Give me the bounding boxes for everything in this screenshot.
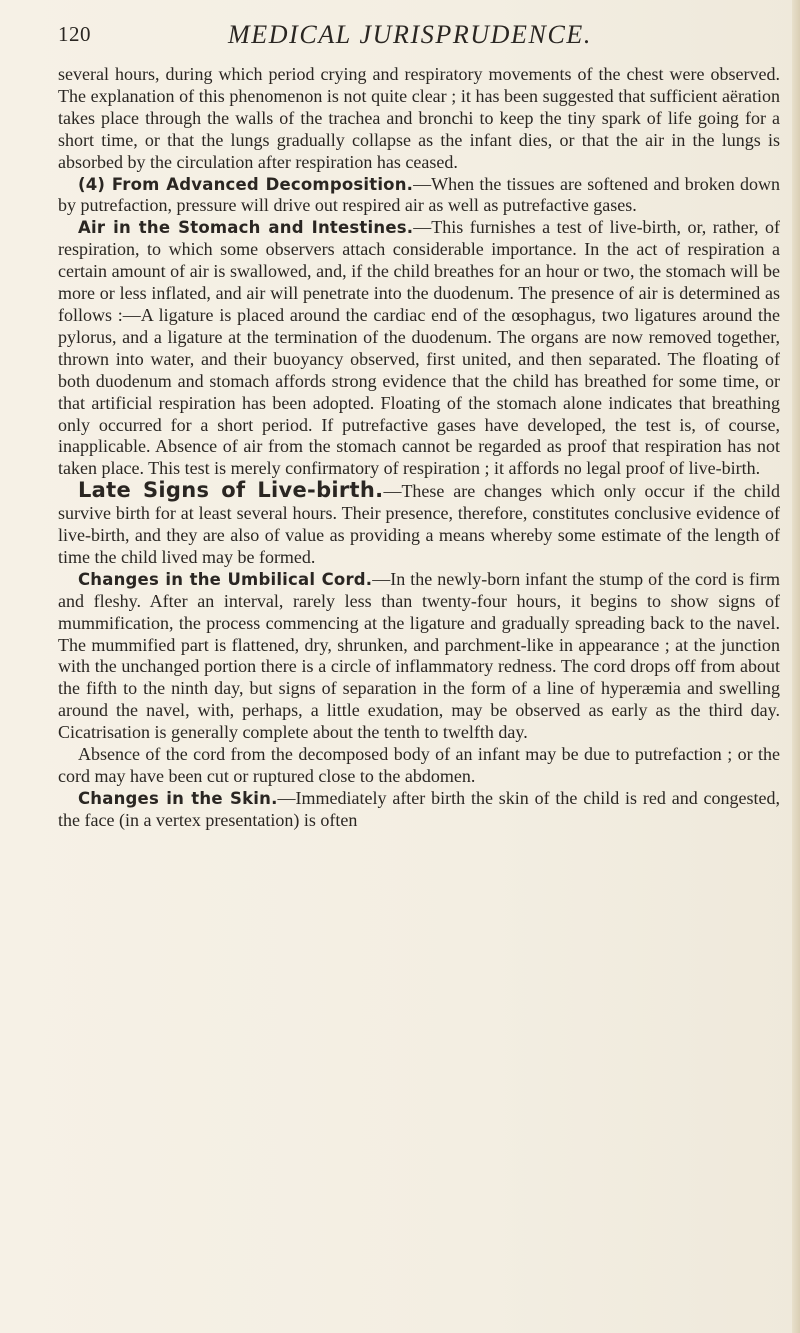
paragraph-text: —These are changes which only occur if the child survive birth for at least several hours. Their presence, therefore, constitutes conclusive evidence of live-birth, and they are also of value as providing a means whereby some estimate of the length of time the child lived may be formed. xyxy=(58,481,780,567)
section-heading: Changes in the Umbilical Cord. xyxy=(78,569,373,589)
paragraph xyxy=(58,788,780,832)
page-number: 120 xyxy=(58,22,91,46)
paragraph-text: —Immediately after birth the skin of the child is red and congested, the face (in a vertex presentation) is often xyxy=(58,787,780,830)
paragraph xyxy=(58,744,780,788)
body-text xyxy=(58,64,780,832)
paragraph xyxy=(58,480,780,569)
section-heading: Changes in the Skin. xyxy=(78,788,278,808)
section-heading: Air in the Stomach and Intestines. xyxy=(78,218,414,238)
paragraph xyxy=(58,569,780,744)
page-edge-shadow xyxy=(792,0,800,1333)
paragraph xyxy=(58,64,780,174)
running-title: MEDICAL JURISPRUDENCE. xyxy=(228,20,593,49)
page-header xyxy=(58,20,780,54)
section-heading: (4) From Advanced Decomposition. xyxy=(78,174,414,194)
paragraph-text: —When the tissues are softened and broken down by putrefaction, pressure will drive out respired air as well as putrefactive gases. xyxy=(58,173,780,216)
paragraph-text: several hours, during which period crying and respiratory movements of the chest were observed. The explanation of this phenomenon is not quite clear ; it has been suggested that sufficient aëration takes place through the walls of the trachea and bronchi to keep the tiny spark of life going for a short time, or that the lungs gradually collapse as the infant dies, or that the air in the lungs is absorbed by the circulation after respiration has ceased. xyxy=(58,64,780,172)
paragraph-text: Absence of the cord from the decomposed body of an infant may be due to putrefaction ; or the cord may have been cut or ruptured close to the abdomen. xyxy=(58,744,780,786)
paragraph-text: —This furnishes a test of live-birth, or, rather, of respiration, to which some observers attach considerable importance. In the act of respiration a certain amount of air is swallowed, and, if the child breathes for an hour or two, the stomach will be more or less inflated, and air will penetrate into the duodenum. The presence of air is determined as follows :—A ligature is placed around the cardiac end of the œsophagus, two ligatures around the pylorus, and a ligature at the termination of the duodenum. The organs are now removed together, thrown into water, and their buoyancy observed, first united, and then separated. The floating of both duodenum and stomach affords strong evidence that the child has breathed for some time, or that artificial respiration has been adopted. Floating of the stomach alone indicates that breathing only occurred for a short period. If putrefactive gases have developed, the test is, of course, inapplicable. Absence of air from the stomach cannot be regarded as proof that respiration has not taken place. This test is merely confirmatory of respiration ; it affords no legal proof of live-birth. xyxy=(58,217,781,479)
paragraph-text: —In the newly-born infant the stump of the cord is firm and fleshy. After an interval, rarely less than twenty-four hours, it begins to show signs of mummification, the process commencing at the ligature and gradually spreading back to the navel. The mummified part is flattened, dry, shrunken, and parchment-like in appearance ; at the junction with the unchanged portion there is a circle of inflammatory redness. The cord drops off from about the fifth to the ninth day, but signs of separation in the form of a line of hyperæmia and swelling around the navel, with, perhaps, a little exudation, may be observed as early as the third day. Cicatrisation is generally complete about the tenth to twelfth day. xyxy=(58,568,780,743)
paragraph xyxy=(58,174,780,218)
section-heading: Late Signs of Live-birth. xyxy=(78,478,384,503)
paragraph xyxy=(58,217,780,480)
